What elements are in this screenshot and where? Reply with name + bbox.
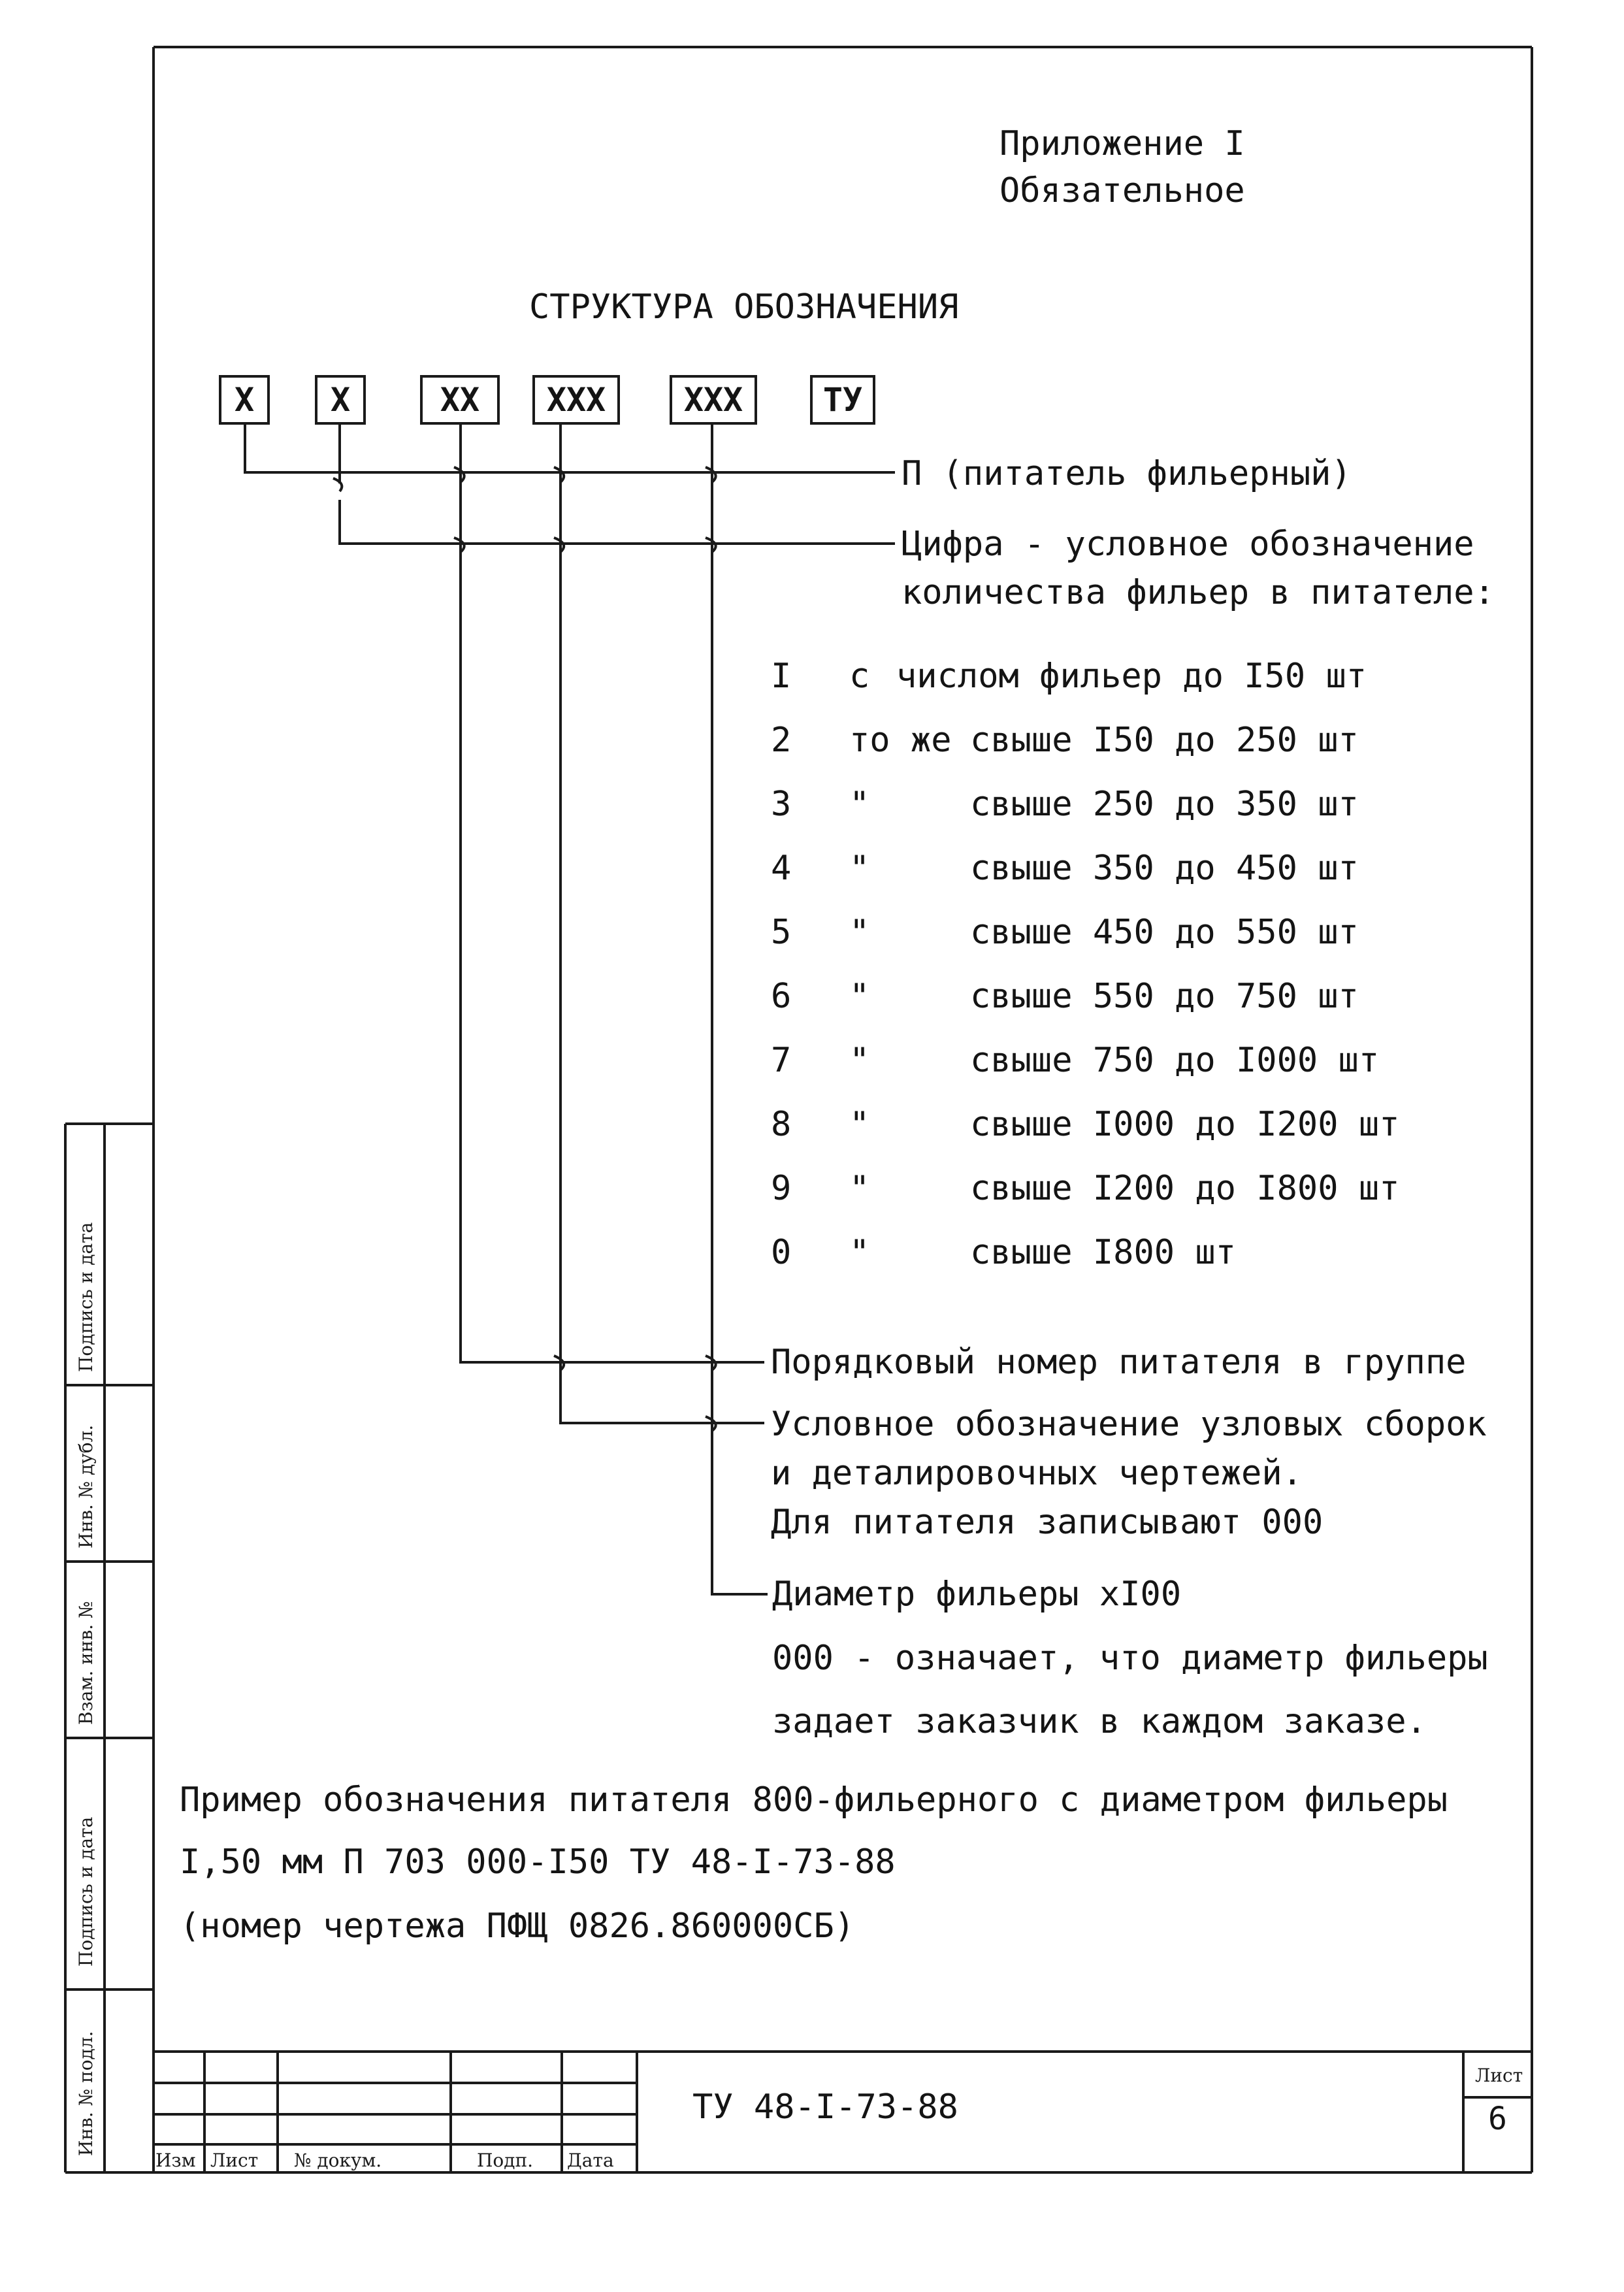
side-stamp-inv-duplicate: Инв. № дубл.: [75, 1424, 97, 1548]
annotation-assembly-1: Условное обозначение узловых сборок: [771, 1405, 1487, 1444]
fiber-row-text: свыше I50 до 250 шт: [970, 721, 1359, 760]
fiber-row-prefix: то же: [849, 721, 952, 760]
doc-code: ТУ 48-I-73-88: [692, 2087, 958, 2127]
fiber-row-code: 3: [771, 785, 792, 824]
fiber-row-text: свыше I200 до I800 шт: [970, 1169, 1400, 1208]
side-stamp-replace-inv: Взам. инв. №: [75, 1601, 97, 1725]
fiber-row-prefix: ": [849, 849, 870, 888]
annotation-assembly-2: и деталировочных чертежей.: [771, 1454, 1303, 1493]
fiber-row-text: свыше I800 шт: [970, 1233, 1236, 1272]
annotation-feeder: П (питатель фильерный): [901, 454, 1352, 493]
example-line-2: I,50 мм П 703 000-I50 ТУ 48-I-73-88: [180, 1842, 896, 1882]
annotation-digit-2: количества фильер в питателе:: [901, 573, 1495, 612]
fiber-row-code: 7: [771, 1041, 792, 1080]
annotation-assembly-3: Для питателя записывают 000: [771, 1503, 1324, 1542]
fiber-row-prefix: ": [849, 1041, 870, 1080]
fiber-row-text: свыше 350 до 450 шт: [970, 849, 1359, 888]
appendix-label: Приложение I: [999, 124, 1245, 163]
fiber-row-text: числом фильер до I50 шт: [896, 657, 1367, 696]
col-change: Изм: [155, 2150, 196, 2171]
sheet-number: 6: [1488, 2101, 1507, 2137]
fiber-row-prefix: ": [849, 785, 870, 824]
col-doc-number: № докум.: [294, 2150, 382, 2171]
page-title: СТРУКТУРА ОБОЗНАЧЕНИЯ: [529, 287, 959, 327]
fiber-row-prefix: ": [849, 1169, 870, 1208]
annotation-diameter-3: задает заказчик в каждом заказе.: [772, 1702, 1427, 1741]
fiber-row-prefix: с: [849, 657, 870, 696]
fiber-row-code: 8: [771, 1105, 792, 1144]
fiber-row-code: 0: [771, 1233, 792, 1272]
col-signature: Подп.: [477, 2150, 534, 2171]
annotation-diameter-2: 000 - означает, что диаметр фильеры: [772, 1639, 1488, 1678]
side-stamp-signature-date-2: Подпись и дата: [75, 1222, 97, 1372]
fiber-row-code: 2: [771, 721, 792, 760]
appendix-status: Обязательное: [999, 171, 1245, 210]
annotation-diameter-1: Диаметр фильеры xI00: [772, 1575, 1182, 1614]
fiber-row-text: свыше 250 до 350 шт: [970, 785, 1359, 824]
fiber-row-text: свыше 550 до 750 шт: [970, 977, 1359, 1016]
fiber-row-prefix: ": [849, 1233, 870, 1272]
fiber-row-text: свыше 750 до I000 шт: [970, 1041, 1380, 1080]
fiber-row-text: свыше I000 до I200 шт: [970, 1105, 1400, 1144]
col-sheet: Лист: [210, 2150, 259, 2171]
code-box-3: XX: [420, 375, 500, 425]
fiber-row-text: свыше 450 до 550 шт: [970, 913, 1359, 952]
fiber-row-code: 9: [771, 1169, 792, 1208]
code-box-5: XXX: [670, 375, 757, 425]
side-stamp-signature-date-1: Подпись и дата: [75, 1816, 97, 1967]
side-stamp-inv-original: Инв. № подл.: [75, 2031, 97, 2156]
fiber-row-code: 4: [771, 849, 792, 888]
code-box-4: XXX: [532, 375, 620, 425]
fiber-row-prefix: ": [849, 977, 870, 1016]
fiber-row-prefix: ": [849, 913, 870, 952]
example-line-3: (номер чертежа ПФЩ 0826.860000СБ): [180, 1907, 855, 1946]
annotation-sequence-number: Порядковый номер питателя в группе: [771, 1343, 1467, 1382]
fiber-row-code: I: [771, 657, 792, 696]
code-box-2: X: [315, 375, 366, 425]
fiber-row-prefix: ": [849, 1105, 870, 1144]
example-line-1: Пример обозначения питателя 800-фильерного с диаметром фильеры: [180, 1780, 1448, 1820]
fiber-row-code: 5: [771, 913, 792, 952]
code-box-6: ТУ: [810, 375, 875, 425]
annotation-digit-1: Цифра - условное обозначение: [901, 525, 1474, 564]
fiber-row-code: 6: [771, 977, 792, 1016]
sheet-label: Лист: [1475, 2065, 1523, 2086]
col-date: Дата: [567, 2150, 614, 2171]
code-box-1: X: [219, 375, 270, 425]
